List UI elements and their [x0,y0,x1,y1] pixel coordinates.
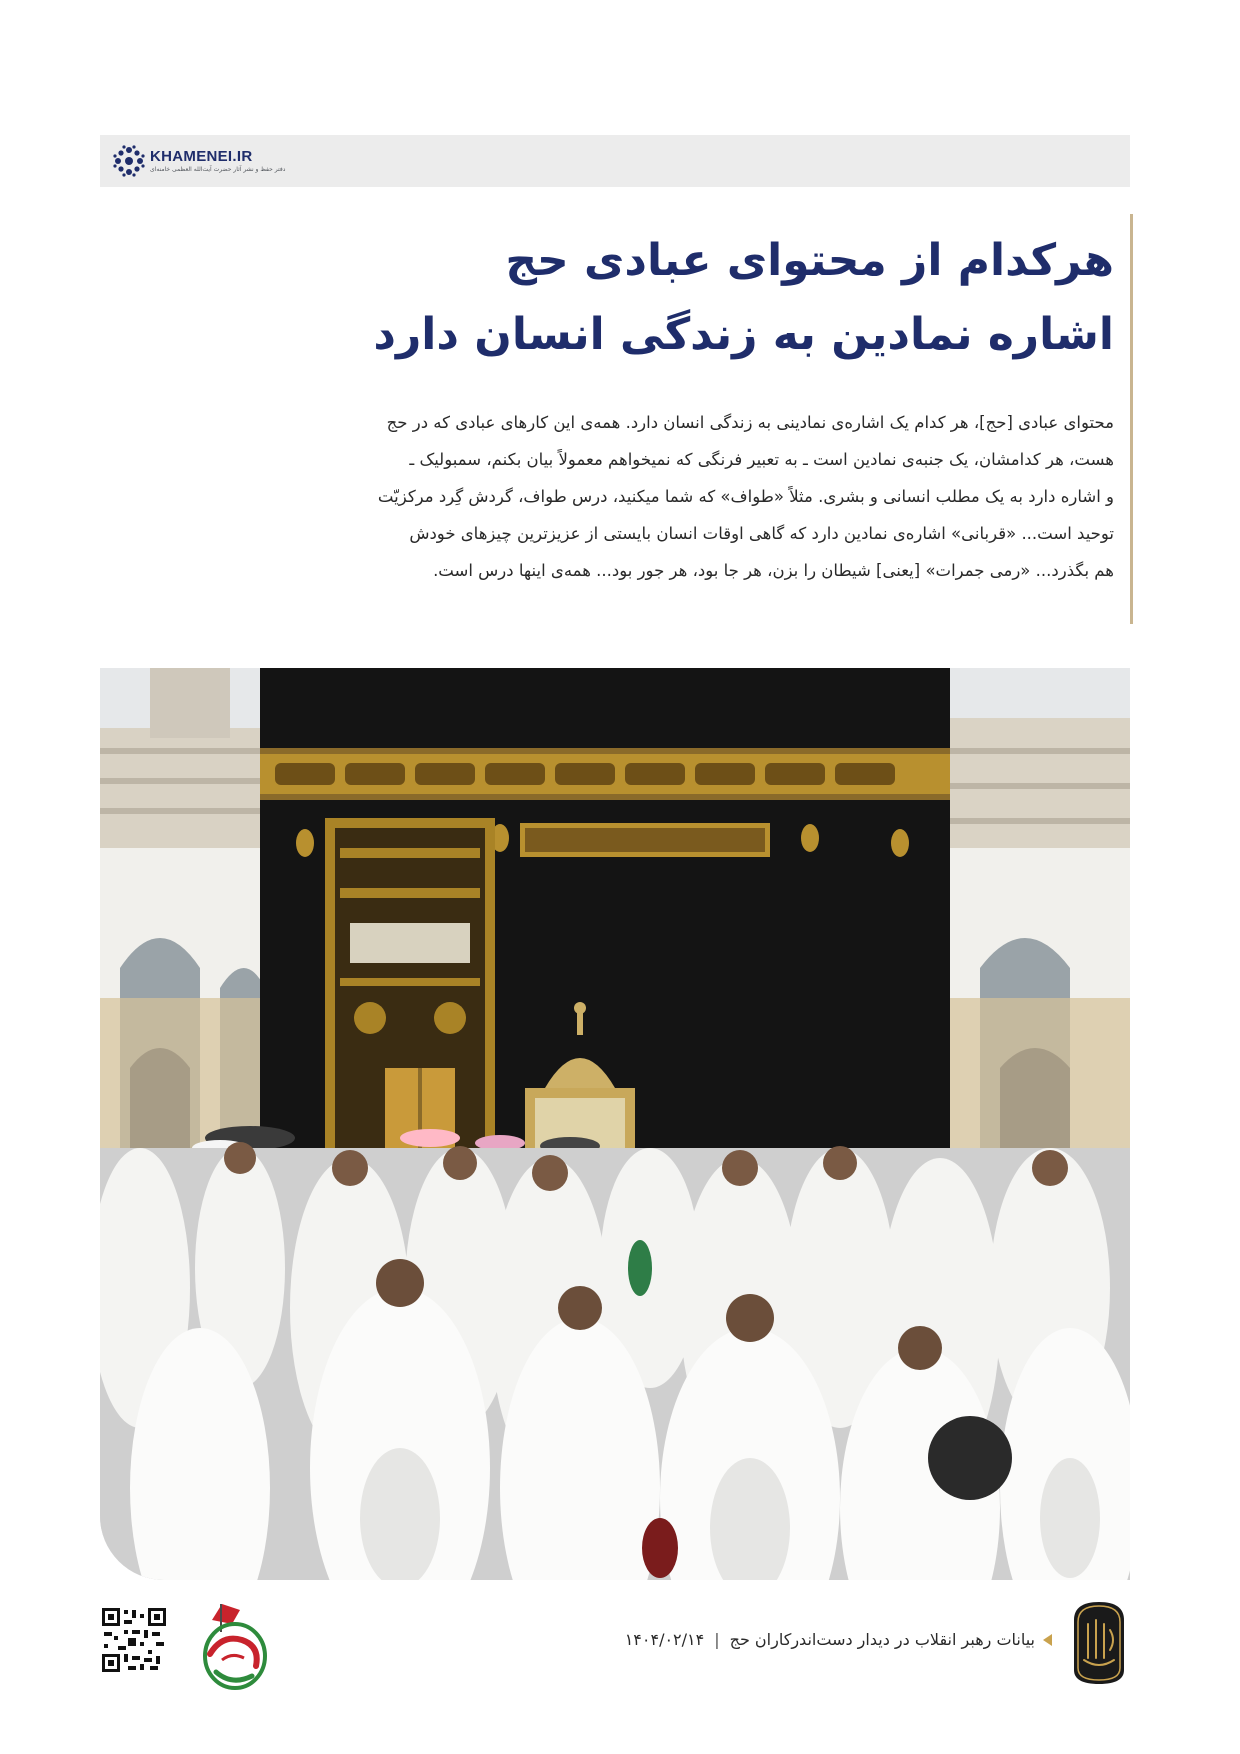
footer-caption [625,1630,1052,1649]
caption-date: ۱۴۰۴/۰۲/۱۴ [624,1630,705,1649]
qr-code-icon[interactable] [100,1606,168,1674]
caption-separator: | [714,1630,720,1649]
header-bar [100,135,1130,187]
logo-emblem-icon [112,144,146,178]
footer [0,1590,1240,1710]
body-line: و اشاره دارد به یک مطلب انسانی و بشری. مثلاً «طواف» که شما میکنید، درس طواف، گردش گِرد مرکزیّت [377,487,1114,506]
kaaba-photo-illustration [100,668,1130,1580]
page-title [214,224,1114,372]
logo-name: KHAMENEI.IR [150,148,253,165]
ashura-emblem-icon [192,1594,278,1698]
kaaba-photo [100,668,1130,1580]
body-line: محتوای عبادی [حج]، هر کدام یک اشاره‌ی نمادینی به زندگی انسان دارد. همه‌ی این کارهای عبادی که در حج [386,413,1114,432]
body-line: توحید است... «قربانی» اشاره‌ی نمادین دارد که گاهی اوقات انسان بایستی از عزیزترین چیزهای خودش [409,524,1114,543]
caption-arrow-icon [1043,1634,1052,1646]
body-line: هم بگذرد... «رمی جمرات» [یعنی] شیطان را بزن، هر جا بود، هر جور بود... همه‌ی اینها درس است. [433,561,1114,580]
accent-line [1130,214,1133,624]
title-line-1: هرکدام از محتوای عبادی حج [505,235,1114,286]
body-line: هست، هر کدامشان، یک جنبه‌ی نمادین است ـ به تعبیر فرنگی که نمیخواهم معمولاً بیان بکنم، سمبولیک ـ [409,450,1114,469]
logo-tagline: دفتر حفظ و نشر آثار حضرت آیت‌الله العظمی خامنه‌ای [150,166,286,173]
caption-text: بیانات رهبر انقلاب در دیدار دست‌اندرکاران حج [729,1630,1035,1649]
calligraphy-seal-icon [1070,1600,1128,1686]
title-line-2: اشاره نمادین به زندگی انسان دارد [373,309,1114,360]
khamenei-logo[interactable] [112,143,285,179]
quote-body [194,404,1114,589]
